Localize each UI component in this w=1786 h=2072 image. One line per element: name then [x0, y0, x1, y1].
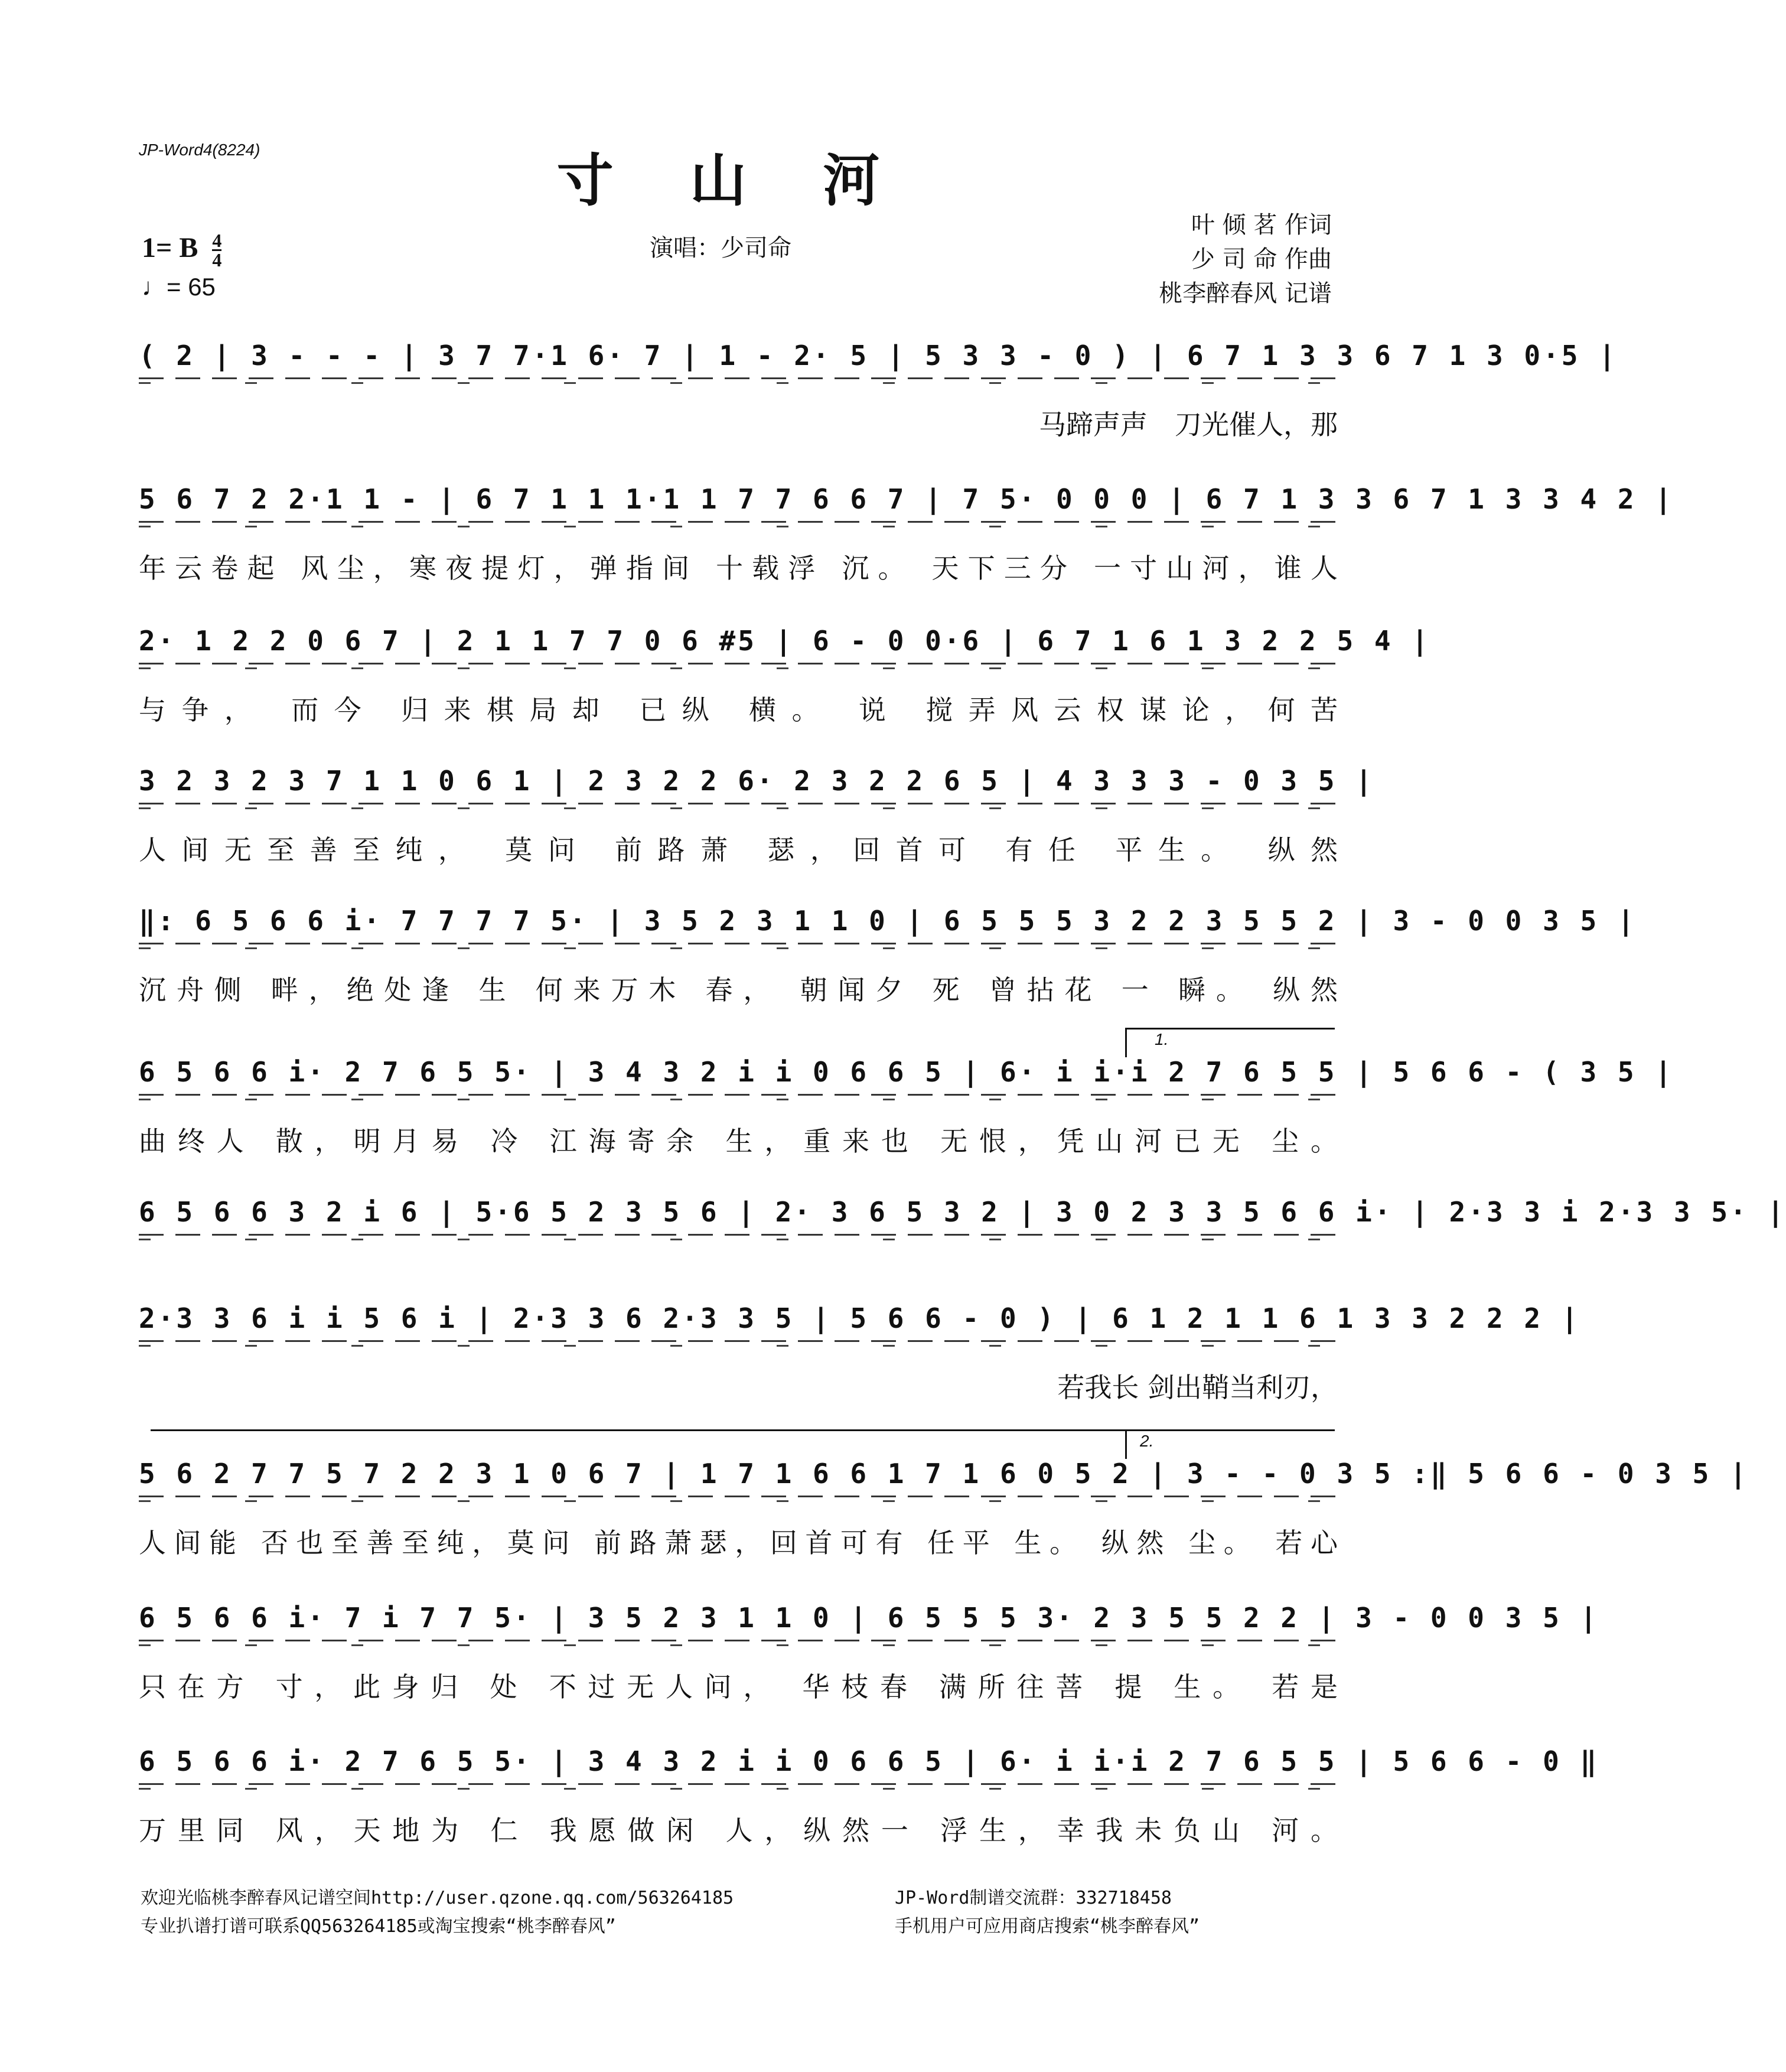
- lyrics-line: 马蹄声声 刀光催人，那: [1039, 409, 1338, 441]
- beam-underlines: [139, 377, 1338, 386]
- volta-first-line: [1125, 1028, 1335, 1030]
- score-system-2: [139, 483, 1674, 625]
- time-signature: [212, 232, 221, 269]
- lyrics-line: 人间无至善至纯， 莫问 前路萧 瑟，回首可 有任 平生。 纵然: [139, 834, 1338, 866]
- beam-double-underlines: [139, 667, 1338, 669]
- notation-line: ( 2 | 3 - - - | 3 7 7·1 6· 7 | 1 - 2· 5 | 5 3 3 - 0 ) | 6 7 1 3 3 6 7 1 3 0·5 |: [139, 340, 1618, 372]
- beam-underlines: [139, 943, 1338, 951]
- notation-line: 5 6 2 7 7 5 7 2 2 3 1 0 6 7 | 1 7 1 6 6 1 7 1 6 0 5 2 | 3 - - 0 3 5 :‖ 5 6 6 - 0 3 5 |: [139, 1458, 1749, 1490]
- score-system-10: [139, 1602, 1599, 1744]
- beam-underlines: [139, 1640, 1338, 1648]
- beam-double-underlines: [139, 807, 1338, 809]
- score-system-6: [139, 1056, 1674, 1198]
- notation-line: 3 2 3 2 3 7 1 1 0 6 1 | 2 3 2 2 6· 2 3 2 2 6 5 | 4 3 3 3 - 0 3 5 |: [139, 765, 1374, 797]
- footer-line-1-left: 欢迎光临桃李醉春风记谱空间http://user.qzone.qq.com/563264185: [141, 1888, 734, 1908]
- beam-underlines: [139, 1496, 1338, 1504]
- lyrics-line: 沉舟侧 畔，绝处逢 生 何来万木 春， 朝闻夕 死 曾拈花 一 瞬。 纵然: [139, 974, 1338, 1006]
- beam-underlines: [139, 1234, 1338, 1242]
- time-bottom: 4: [212, 249, 222, 271]
- lyrics-line: 与争， 而今 归来棋局却 已纵 横。 说 搅弄风云权谋论，何苦: [139, 694, 1338, 726]
- score-system-11: [139, 1745, 1599, 1887]
- transcriber-credit: 桃李醉春风 记谱: [1159, 280, 1332, 307]
- notation-line: 6 5 6 6 i· 7 i 7 7 5· | 3 5 2 3 1 1 0 | 6 5 5 5 3· 2 3 5 5 2 2 | 3 - 0 0 3 5 |: [139, 1602, 1599, 1634]
- beam-underlines: [139, 803, 1338, 811]
- key-label: 1= B: [142, 232, 198, 263]
- notation-line: 6 5 6 6 i· 2 7 6 5 5· | 3 4 3 2 i i 0 6 6 5 | 6· i i·i 2 7 6 5 5 | 5 6 6 - ( 3 5 |: [139, 1056, 1674, 1088]
- beam-underlines: [139, 663, 1338, 671]
- beam-double-underlines: [139, 1788, 1338, 1790]
- beam-double-underlines: [139, 1099, 1338, 1100]
- notation-line: 2·3 3 6 i i 5 6 i | 2·3 3 6 2·3 3 5 | 5 6 6 - 0 ) | 6 1 2 1 1 6 1 3 3 2 2 2 |: [139, 1302, 1580, 1334]
- composer-credit: 少 司 命 作曲: [1191, 246, 1332, 273]
- lyricist-credit: 叶 倾 茗 作词: [1191, 211, 1332, 239]
- key-signature: [142, 232, 221, 269]
- volta-second-tick: [1125, 1429, 1127, 1459]
- score-system-5: [139, 905, 1637, 1047]
- score-system-4: [139, 765, 1374, 907]
- lyrics-line: 只在方 寸，此身归 处 不过无人问， 华枝春 满所往菩 提 生。 若是: [139, 1671, 1338, 1703]
- footer-line-2-left: 专业扒谱打谱可联系QQ563264185或淘宝搜索“桃李醉春风”: [141, 1916, 616, 1937]
- lyrics-line: 若我长 剑出鞘当利刃，: [1057, 1371, 1338, 1403]
- notation-line: 2· 1 2 2 0 6 7 | 2 1 1 7 7 0 6 #5 | 6 - 0 0·6 | 6 7 1 6 1 3 2 2 5 4 |: [139, 625, 1430, 657]
- score-system-3: [139, 625, 1430, 767]
- notation-line: ‖: 6 5 6 6 i· 7 7 7 7 5· | 3 5 2 3 1 1 0 | 6 5 5 5 3 2 2 3 5 5 2 | 3 - 0 0 3 5 |: [139, 905, 1637, 937]
- beam-underlines: [139, 521, 1338, 529]
- volta-second-line: [151, 1429, 1335, 1431]
- beam-double-underlines: [139, 382, 1338, 384]
- beam-underlines: [139, 1094, 1338, 1102]
- lyrics-line: 人间能 否也至善至纯，莫问 前路萧瑟，回首可有 任平 生。 纵然 尘。 若心: [139, 1527, 1338, 1559]
- score-system-9: [139, 1458, 1749, 1599]
- volta-first-tick: [1125, 1028, 1127, 1057]
- volta-second-number: 2.: [1140, 1432, 1154, 1450]
- beam-double-underlines: [139, 526, 1338, 527]
- score-system-8: [139, 1302, 1580, 1444]
- beam-double-underlines: [139, 1644, 1338, 1646]
- footer-line-2-right: 手机用户可应用商店搜索“桃李醉春风”: [895, 1916, 1200, 1937]
- beam-double-underlines: [139, 947, 1338, 949]
- lyrics-line: 万里同 风，天地为 仁 我愿做闲 人，纵然一 浮生，幸我未负山 河。: [139, 1814, 1338, 1846]
- notation-line: 5 6 7 2 2·1 1 - | 6 7 1 1 1·1 1 7 7 6 6 7 | 7 5· 0 0 0 | 6 7 1 3 3 6 7 1 3 3 4 2 |: [139, 483, 1674, 515]
- volta-first-number: 1.: [1155, 1030, 1169, 1048]
- singer-credit: 演唱：少司命: [650, 234, 791, 262]
- footer-line-1-right: JP-Word制谱交流群：332718458: [895, 1888, 1172, 1908]
- song-title: 寸 山 河: [556, 147, 908, 214]
- lyrics-line: 年云卷起 风尘，寒夜提灯，弹指间 十载浮 沉。 天下三分 一寸山河，谁人: [139, 552, 1338, 584]
- credits-block: [1159, 208, 1332, 311]
- beam-underlines: [139, 1783, 1338, 1791]
- beam-underlines: [139, 1340, 1338, 1348]
- lyrics-line: 曲终人 散，明月易 冷 江海寄余 生，重来也 无恨，凭山河已无 尘。: [139, 1125, 1338, 1157]
- beam-double-underlines: [139, 1239, 1338, 1240]
- beam-double-underlines: [139, 1500, 1338, 1502]
- tempo-marking: ♩= 65: [142, 273, 216, 301]
- beam-double-underlines: [139, 1345, 1338, 1347]
- time-top: 4: [212, 230, 222, 252]
- notation-line: 6 5 6 6 i· 2 7 6 5 5· | 3 4 3 2 i i 0 6 6 5 | 6· i i·i 2 7 6 5 5 | 5 6 6 - 0 ‖: [139, 1745, 1599, 1777]
- notation-line: 6 5 6 6 3 2 i 6 | 5·6 5 2 3 5 6 | 2· 3 6 5 3 2 | 3 0 2 3 3 5 6 6 i· | 2·3 3 i 2·3 3 5· |: [139, 1196, 1786, 1228]
- score-system-1: [139, 340, 1618, 481]
- software-label: JP-Word4(8224): [139, 141, 260, 159]
